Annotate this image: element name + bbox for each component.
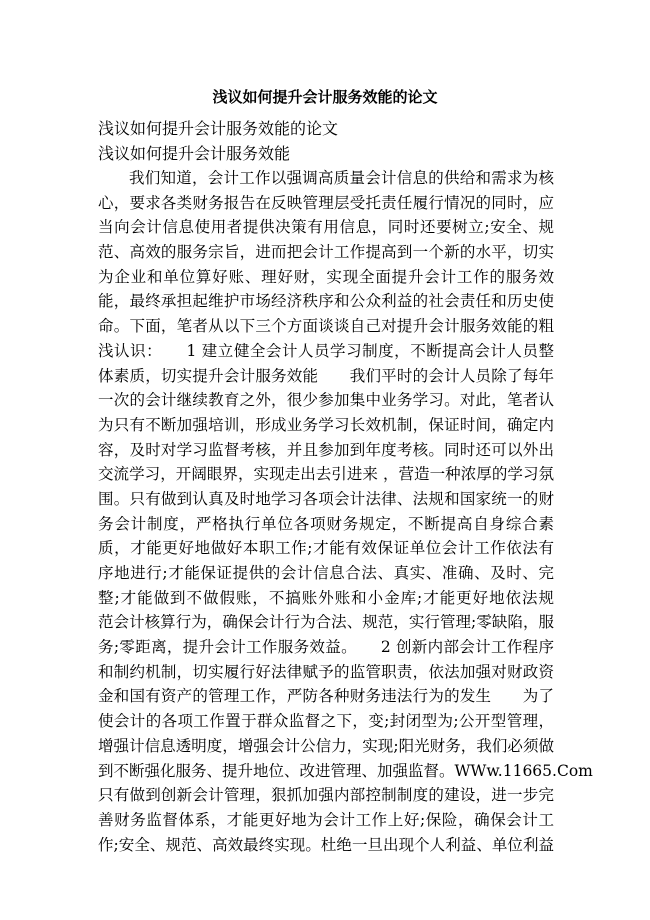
body-line: 善财务监督体系，才能更好地为会计工作上好;保险，确保会计工 <box>98 810 554 829</box>
body-line: 容，及时对学习监督考核，并且参加到年度考核。同时还可以外出 <box>98 440 554 459</box>
body-line: 命。下面，笔者从以下三个方面谈谈自己对提升会计服务效能的粗 <box>98 317 554 336</box>
body-line: 使会计的各项工作置于群众监督之下，变;封闭型为;公开型管理， <box>98 712 554 731</box>
body-line: 体素质，切实提升会计服务效能 我们平时的会计人员除了每年 <box>98 366 554 385</box>
body-line: 范会计核算行为，确保会计行为合法、规范，实行管理;零缺陷，服 <box>98 613 554 632</box>
body-line: 务;零距离，提升会计工作服务效益。 2 创新内部会计工作程序 <box>98 638 554 657</box>
body-line: 只有做到创新会计管理，狠抓加强内部控制制度的建设，进一步完 <box>98 786 554 805</box>
body-line: 我们知道，会计工作以强调高质量会计信息的供给和需求为核 <box>129 169 554 187</box>
body-line: 作;安全、规范、高效最终实现。杜绝一旦出现个人利益、单位利益 <box>98 835 554 854</box>
body-line: 浅认识： 1 建立健全会计人员学习制度，不断提高会计人员整 <box>98 341 554 360</box>
document-subtitle-2: 浅议如何提升会计服务效能 <box>98 144 291 163</box>
body-line: 增强计信息透明度，增强会计公信力，实现;阳光财务，我们必须做 <box>98 736 554 755</box>
body-line: 和制约机制，切实履行好法律赋予的监管职责，依法加强对财政资 <box>98 662 554 681</box>
body-line: 一次的会计继续教育之外，很少参加集中业务学习。对此，笔者认 <box>98 391 554 410</box>
body-line: 序地进行;才能保证提供的会计信息合法、真实、准确、及时、完 <box>98 564 554 582</box>
body-line: 到不断强化服务、提升地位、改进管理、加强监督。WWw.11665.Com <box>98 761 593 780</box>
body-line: 金和国有资产的管理工作，严防各种财务违法行为的发生 为了 <box>98 687 554 706</box>
body-line: 范、高效的服务宗旨，进而把会计工作提高到一个新的水平，切实 <box>98 243 554 262</box>
body-line: 当向会计信息使用者提供决策有用信息，同时还要树立;安全、规 <box>98 218 554 237</box>
body-line: 交流学习，开阔眼界，实现走出去引进来 ，营造一种浓厚的学习氛 <box>98 465 554 484</box>
body-paragraph <box>98 166 593 857</box>
body-line: 质，才能更好地做好本职工作;才能有效保证单位会计工作依法有 <box>98 539 554 558</box>
body-line: 整;才能做到不做假账，不搞账外账和小金库;才能更好地依法规 <box>98 588 554 607</box>
document-title: 浅议如何提升会计服务效能的论文 <box>212 88 438 106</box>
body-line: 能，最终承担起维护市场经济秩序和公众利益的社会责任和历史使 <box>98 292 554 311</box>
document-subtitle-1: 浅议如何提升会计服务效能的论文 <box>98 119 339 138</box>
body-line: 心，要求各类财务报告在反映管理层受托责任履行情况的同时，应 <box>98 193 554 212</box>
body-line: 围。只有做到认真及时地学习各项会计法律、法规和国家统一的财 <box>98 489 554 508</box>
body-line: 为企业和单位算好账、理好财，实现全面提升会计工作的服务效 <box>98 267 554 286</box>
body-line: 务会计制度，严格执行单位各项财务规定，不断提高自身综合素 <box>98 514 554 533</box>
body-line: 为只有不断加强培训，形成业务学习长效机制，保证时间，确定内 <box>98 415 554 434</box>
